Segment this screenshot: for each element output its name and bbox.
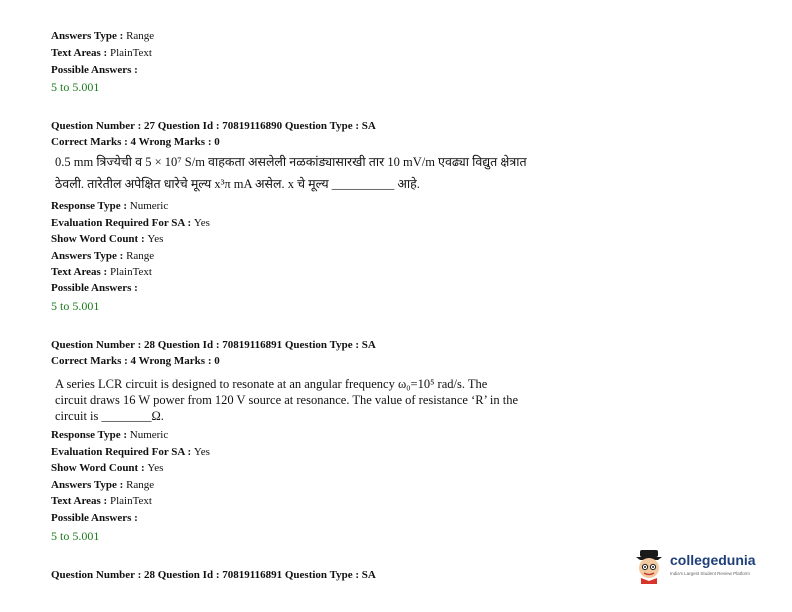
question-28-text-line-3: circuit is ________Ω.: [55, 409, 164, 423]
question-27-text-line-2: ठेवली. तारेतील अपेक्षित धारेचे मूल्य x³π mA असेल. x चे मूल्य __________ आहे.: [55, 177, 420, 191]
mascot-icon: [632, 548, 666, 584]
question-28-text-line-2: circuit draws 16 W power from 120 V source at resonance. The value of resistance ‘R’ in the: [55, 393, 519, 407]
evaluation-required-row: Evaluation Required For SA : Yes: [51, 217, 210, 229]
question-28b-header: Question Number : 28 Question Id : 70819116891 Question Type : SA: [51, 569, 376, 581]
show-word-count-row: Show Word Count : Yes: [51, 233, 164, 245]
possible-answer-value: 5 to 5.001: [51, 299, 100, 313]
answers-type-row: Answers Type : Range: [51, 250, 155, 262]
question-27-text-line-1: 0.5 mm त्रिज्येची व 5 × 10⁷ S/m वाहकता असलेली नळकांड्यासारखी तार 10 mV/m एवढ्या विद्युत क्षेत्रात: [55, 155, 527, 169]
logo-wordmark: collegedunia: [670, 552, 756, 568]
text-areas-row: Text Areas : PlainText: [51, 47, 152, 59]
question-27-header: Question Number : 27 Question Id : 70819116890 Question Type : SA: [51, 120, 376, 132]
response-type-row: Response Type : Numeric: [51, 429, 169, 441]
possible-answer-value: 5 to 5.001: [51, 80, 100, 94]
question-28-marks: Correct Marks : 4 Wrong Marks : 0: [51, 355, 220, 367]
possible-answers-label: Possible Answers :: [51, 512, 138, 524]
show-word-count-row: Show Word Count : Yes: [51, 462, 164, 474]
possible-answers-label: Possible Answers :: [51, 282, 138, 294]
response-type-row: Response Type : Numeric: [51, 200, 169, 212]
question-28-text-line-1: A series LCR circuit is designed to resonate at an angular frequency ω₀=10⁵ rad/s. The: [55, 377, 488, 391]
text-areas-row: Text Areas : PlainText: [51, 495, 152, 507]
possible-answer-value: 5 to 5.001: [51, 529, 100, 543]
evaluation-required-row: Evaluation Required For SA : Yes: [51, 446, 210, 458]
collegedunia-logo: [632, 548, 762, 584]
question-27-marks: Correct Marks : 4 Wrong Marks : 0: [51, 136, 220, 148]
answers-type-row: Answers Type : Range: [51, 30, 155, 42]
possible-answers-label: Possible Answers :: [51, 64, 138, 76]
question-28-header: Question Number : 28 Question Id : 70819116891 Question Type : SA: [51, 339, 376, 351]
logo-tagline: India's Largest Student Review Platform: [670, 571, 750, 576]
text-areas-row: Text Areas : PlainText: [51, 266, 152, 278]
answers-type-row: Answers Type : Range: [51, 479, 155, 491]
